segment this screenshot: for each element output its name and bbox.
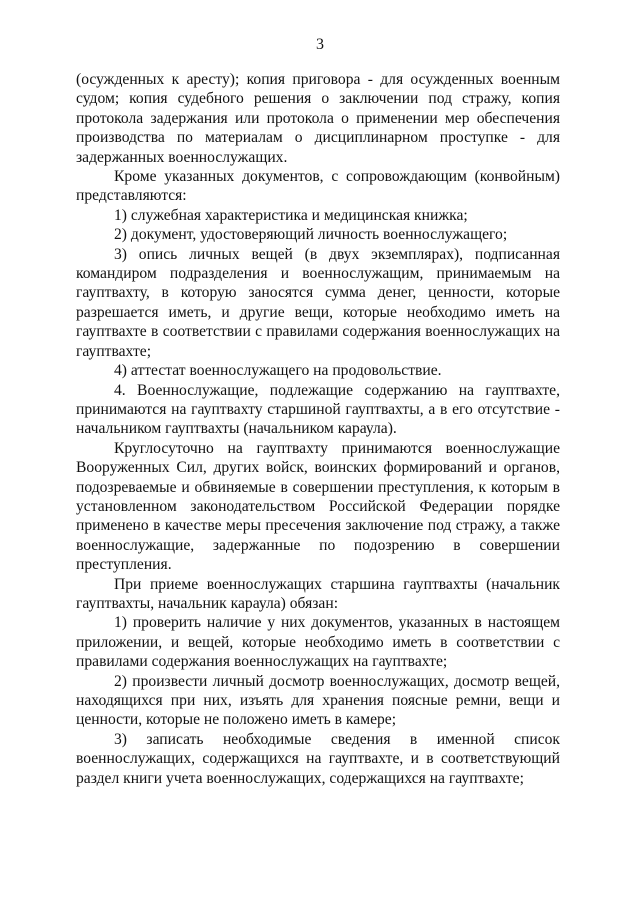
list-item: 3) опись личных вещей (в двух экземплярах), подписанная командиром подразделения и военнослужащим, принимаемым на гауптвахту, в которую заносятся сумма денег, ценности, которые разрешается иметь, и другие вещи, которые необходимо иметь на гауптвахте в соответствии с правилами содержания военнослужащих на гауптвахте; — [76, 245, 560, 360]
page-number: 3 — [316, 36, 324, 53]
list-item: 2) документ, удостоверяющий личность военнослужащего; — [114, 226, 508, 244]
document-body — [76, 70, 560, 788]
list-item: 1) служебная характеристика и медицинская книжка; — [114, 206, 468, 224]
paragraph: Кроме указанных документов, с сопровождающим (конвойным) представляются: — [76, 168, 560, 205]
list-item: 2) произвести личный досмотр военнослужащих, досмотр вещей, находящихся при них, изъять для хранения поясные ремни, вещи и ценности, которые не положено иметь в камере; — [76, 672, 560, 729]
list-item: 4) аттестат военнослужащего на продовольствие. — [114, 362, 442, 380]
paragraph: При приеме военнослужащих старшина гауптвахты (начальник гауптвахты, начальник караула) обязан: — [76, 575, 560, 612]
list-item: 3) записать необходимые сведения в именной список военнослужащих, содержащихся на гауптвахте, и в соответствующий раздел книги учета военнослужащих, содержащихся на гауптвахте; — [76, 730, 560, 787]
list-item: 1) проверить наличие у них документов, указанных в настоящем приложении, и вещей, которые необходимо иметь в соответствии с правилами содержания военнослужащих на гауптвахте; — [76, 614, 560, 671]
paragraph: 4. Военнослужащие, подлежащие содержанию на гауптвахте, принимаются на гауптвахту старшиной гауптвахты, а в его отсутствие - начальником гауптвахты (начальником караула). — [76, 381, 560, 438]
paragraph: Круглосуточно на гауптвахту принимаются военнослужащие Вооруженных Сил, других войск, воинских формирований и органов, подозреваемые и обвиняемые в совершении преступления, к которым в установленном законодательством Российской Федерации порядке применено в качестве меры пресечения заключение под стражу, а также военнослужащие, задержанные по подозрению в совершении преступления. — [76, 439, 560, 574]
paragraph: (осужденных к аресту); копия приговора - для осужденных военным судом; копия судебного решения о заключении под стражу, копия протокола задержания или протокола о применении мер обеспечения производства по материалам о дисциплинарном проступке - для задержанных военнослужащих. — [76, 71, 560, 166]
